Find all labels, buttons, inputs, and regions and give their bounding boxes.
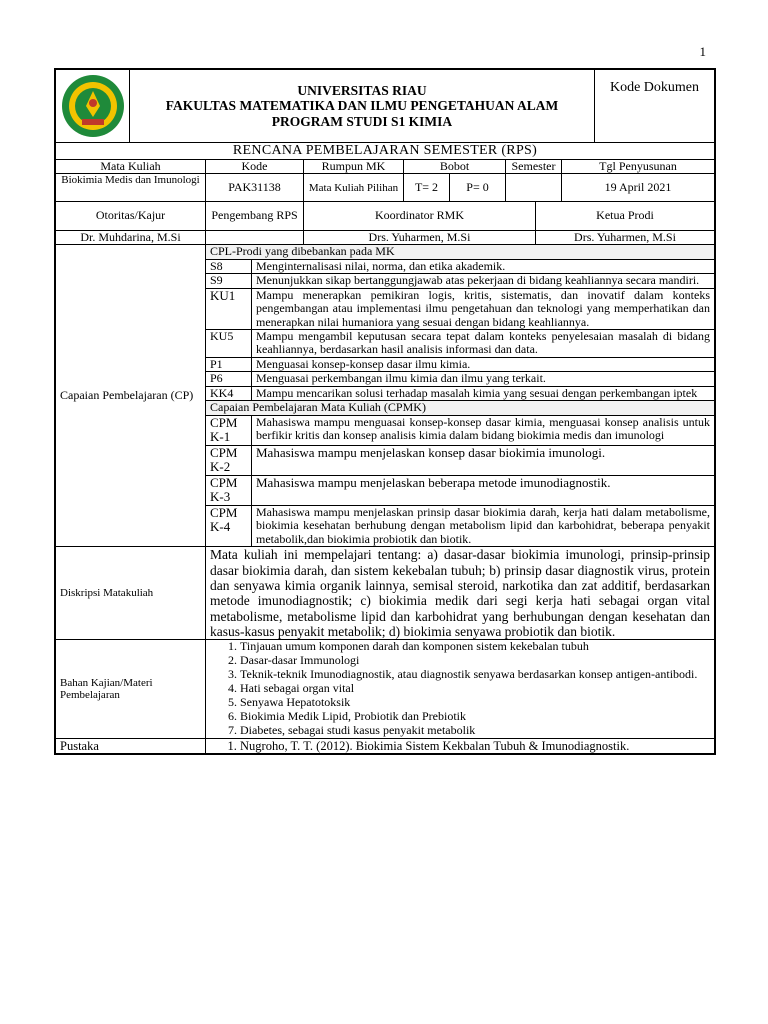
program-name: PROGRAM STUDI S1 KIMIA [271,113,453,129]
value-semester [506,174,562,202]
rps-document [54,68,716,755]
col-kode: Kode [206,160,304,174]
cpl-code: KU1 [206,288,252,329]
pustaka-list-cell [206,738,715,754]
cp-table [55,245,715,547]
cpmk-code: CPM K-1 [206,415,252,445]
cpmk-code: CPM K-4 [206,505,252,546]
value-mata-kuliah: Biokimia Medis dan Imunologi [56,174,206,202]
list-item: 3. Teknik-teknik Imunodiagnostik, atau diagnostik senyawa berdasarkan konsep antigen-antibodi. [240,668,710,682]
course-info-table [55,160,715,202]
value-tgl: 19 April 2021 [562,174,715,202]
deskripsi-label: Diskripsi Matakuliah [56,547,206,640]
cpl-code: S8 [206,259,252,273]
list-item: 5. Senyawa Hepatotoksik [240,696,710,710]
cpl-code: KK4 [206,386,252,400]
value-otoritas: Dr. Muhdarina, M.Si [56,230,206,244]
logo-cell [56,70,130,143]
cpl-text: Mampu mencarikan solusi terhadap masalah kimia yang sesuai dengan perkembangan iptek [252,386,715,400]
cpl-text: Menguasai konsep-konsep dasar ilmu kimia. [252,357,715,371]
document-title: RENCANA PEMBELAJARAN SEMESTER (RPS) [56,143,715,160]
value-rumpun: Mata Kuliah Pilihan [304,174,404,202]
label-koordinator: Koordinator RMK [304,202,536,230]
label-pengembang: Pengembang RPS [206,202,304,230]
cpmk-heading: Capaian Pembelajaran Mata Kuliah (CPMK) [206,401,715,415]
value-bobot-p: P= 0 [450,174,506,202]
cpmk-text: Mahasiswa mampu menguasai konsep-konsep dasar kimia, menguasai konsep analisis untuk berfikir kritis dan konsep analisis kimia dalam bidang biokimia medis dan imunologi [252,415,715,445]
cpmk-text: Mahasiswa mampu menjelaskan beberapa metode imunodiagnostik. [252,475,715,505]
cpmk-text: Mahasiswa mampu menjelaskan prinsip dasar biokimia darah, kerja hati dalam metabolisme, biokimia kesehatan berhubung dengan metabolism lipid dan karbohidrat, beberapa penyakit metabolik,dan biokimia probiotik dan biotik. [252,505,715,546]
cpmk-code: CPM K-2 [206,445,252,475]
list-item: 2. Dasar-dasar Immunologi [240,654,710,668]
cpmk-code: CPM K-3 [206,475,252,505]
cpl-text: Menunjukkan sikap bertanggungjawab atas pekerjaan di bidang keahliannya secara mandiri. [252,274,715,288]
bahan-list-cell [206,640,715,738]
cp-label: Capaian Pembelajaran (CP) [56,245,206,546]
pustaka-list [210,739,710,754]
list-item: 6. Biokimia Medik Lipid, Probiotik dan Prebiotik [240,710,710,724]
value-koordinator: Drs. Yuharmen, M.Si [304,230,536,244]
cpmk-text: Mahasiswa mampu menjelaskan konsep dasar biokimia imunologi. [252,445,715,475]
label-ketua: Ketua Prodi [536,202,715,230]
value-bobot-t: T= 2 [404,174,450,202]
col-bobot: Bobot [404,160,506,174]
value-ketua: Drs. Yuharmen, M.Si [536,230,715,244]
university-logo-icon [60,73,126,139]
list-item: 7. Diabetes, sebagai studi kasus penyakit metabolik [240,724,710,738]
list-item: 1. Tinjauan umum komponen darah dan komponen sistem kekebalan tubuh [240,640,710,654]
label-otoritas: Otoritas/Kajur [56,202,206,230]
kode-dokumen: Kode Dokumen [595,70,715,143]
cpl-code: P1 [206,357,252,371]
cpl-code: S9 [206,274,252,288]
faculty-name: FAKULTAS MATEMATIKA DAN ILMU PENGETAHUAN ALAM [165,98,559,114]
cpl-heading: CPL-Prodi yang dibebankan pada MK [206,245,715,259]
authority-table [55,202,715,245]
cpl-text: Mampu mengambil keputusan secara tepat dalam konteks penyelesaian masalah di bidang keahliannya, berdasarkan hasil analisis informasi dan data. [252,330,715,358]
cpl-text: Mampu menerapkan pemikiran logis, kritis, sistematis, dan inovatif dalam konteks pengembangan atau implementasi ilmu pengetahuan dan teknologi yang memperhatikan dan menerapkan nilai humaniora yang sesuai dengan bidang keahliannya. [252,288,715,329]
cpl-code: KU5 [206,330,252,358]
deskripsi-text: Mata kuliah ini mempelajari tentang: a) dasar-dasar biokimia imunologi, prinsip-prinsip dasar biokimia darah, dan sistem kekebalan tubuh; b) prinsip dasar diagnostik virus, protein dan senyawa kimia organik lainnya, semisal steroid, narkotika dan zat additif, berdasarkan metode imunodiagnostik; c) biokimia medik dari segi kerja hati sebagai organ vital metabolisme, metabolisme lipid dan karbohidrat yang berhubungan dengan kesehatan dan kasus-kasus penyakit metabolik; d) biokimia senyawa probiotik dan biotik. [206,547,715,640]
deskripsi-table [55,547,715,640]
cpl-code: P6 [206,372,252,386]
header-table [55,69,715,160]
list-item: 4. Hati sebagai organ vital [240,682,710,696]
col-rumpun: Rumpun MK [304,160,404,174]
cpl-text: Menginternalisasi nilai, norma, dan etika akademik. [252,259,715,273]
col-mata-kuliah: Mata Kuliah [56,160,206,174]
bahan-table [55,640,715,754]
pustaka-label: Pustaka [56,738,206,754]
university-name: UNIVERSITAS RIAU [297,82,427,98]
col-semester: Semester [506,160,562,174]
col-tgl: Tgl Penyusunan [562,160,715,174]
bahan-list [210,640,710,737]
value-pengembang [206,230,304,244]
institution-header [130,70,595,143]
page-number: 1 [699,44,706,59]
bahan-label: Bahan Kajian/Materi Pembelajaran [56,640,206,738]
value-kode: PAK31138 [206,174,304,202]
list-item: 1. Nugroho, T. T. (2012). Biokimia Sistem Kekbalan Tubuh & Imunodiagnostik. [240,739,710,754]
cpl-text: Menguasai perkembangan ilmu kimia dan ilmu yang terkait. [252,372,715,386]
